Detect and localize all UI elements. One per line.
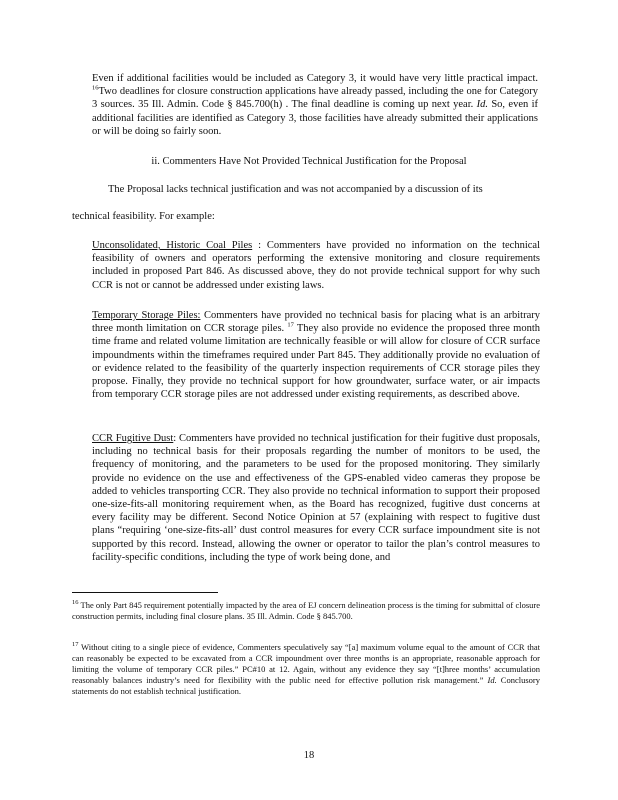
paragraph-top-text-a: Even if additional facilities would be included as Category 3, it would have very little practical impact. — [92, 73, 538, 84]
footnote-16-ref: 16 — [92, 84, 99, 92]
intro-line1-text: The Proposal lacks technical justification and was not accompanied by a discussion of its — [108, 184, 483, 195]
bullet-title-sep: : — [173, 433, 179, 444]
footnote-number: 17 — [72, 641, 79, 649]
footnote-16 — [72, 600, 540, 622]
bullet-title-sep: : — [252, 240, 267, 251]
intro-line2-text: technical feasibility. For example: — [72, 211, 215, 222]
footnote-number: 16 — [72, 599, 79, 607]
bullet-item-fugitive-dust — [92, 432, 540, 564]
footnote-text: The only Part 845 requirement potentially impacted by the area of EJ concern delineation process is the timing for submittal of closure construction permits, including final closure plans. 35 Ill. Admin. Code § 845.700. — [72, 600, 540, 621]
section-heading: ii. Commenters Have Not Provided Technical Justification for the Proposal — [151, 156, 467, 167]
bullet-item-coal-piles — [92, 239, 540, 292]
bullet-title: CCR Fugitive Dust — [92, 433, 174, 444]
id-citation: Id. — [476, 99, 488, 111]
bullet-text-a: Commenters have provided no technical basis for placing what is an arbitrary three month limitation on CCR storage piles. — [92, 310, 540, 335]
page-number: 18 — [303, 750, 315, 761]
footnote-text-b: Conclusory statements do not establish technical justification. — [72, 675, 540, 696]
footnote-17-ref: 17 — [287, 321, 294, 329]
bullet-title: Temporary Storage Piles: — [92, 310, 201, 321]
footnote-separator — [72, 592, 218, 593]
intro-paragraph-line1 — [108, 183, 540, 196]
bullet-title: Unconsolidated, Historic Coal Piles — [92, 240, 253, 251]
paragraph-top — [92, 72, 538, 138]
id-citation: Id. — [487, 675, 497, 685]
intro-paragraph-line2 — [72, 210, 540, 223]
paragraph-top-text-c: So, even if additional facilities are identified as Category 3, those facilities have already submitted their applications or will be doing so fairly soon. — [92, 99, 538, 137]
paragraph-top-text-b: Two deadlines for closure construction applications have already passed, including the one for Category 3 sources. 35 Ill. Admin. Code § 845.700(h) . The final deadline is coming up next year. — [92, 86, 538, 111]
footnote-text-a: Without citing to a single piece of evidence, Commenters speculatively say “[a] maximum volume equal to the amount of CCR that can reasonably be expected to be excavated from a CCR impoundment over three months is an appropriate, reasonable approach for limiting the volume of temporary CCR piles.” PC#10 at 12. Again, without any evidence they say “[t]hree months’ accumulation reasonably balances industry’s need for flexibility with the public need for effective pollution risk management.” — [72, 642, 540, 685]
bullet-text: Commenters have provided no technical justification for their fugitive dust proposals, including no technical basis for their proposals regarding the number of monitors to be used, the frequency of monitoring, and the parameters to be used for the proposed monitoring. They similarly provide no evidence on the use and effectiveness of the GPS-enabled video cameras they propose be added to vehicles transporting CCR. They also provide no technical information to support their proposed one-size-fits-all monitoring requirement when, as the Board has recognized, fugitive dust concerns at every facility may be different. Second Notice Opinion at 57 (explaining with respect to fugitive dust plans “requiring ‘one-size-fits-all’ dust control measures for every CCR surface impoundment site is not supported by this record. Instead, allowing the owner or operator to tailor the plan’s control measures to facility-specific conditions, including the type of work being done, and — [92, 433, 540, 563]
bullet-item-storage-piles — [92, 309, 540, 401]
footnote-17 — [72, 642, 540, 697]
bullet-text-b: They also provide no evidence the proposed three month time frame and related volume limitation are technically feasible or will allow for closure of CCR surface impoundments within the timeframes required under Part 845. They additionally provide no evaluation of or evidence related to the feasibility of the quarterly inspection requirements of CCR storage piles they propose. Finally, they provide no technical support for how groundwater, surface water, or air impacts from temporary CCR storage piles are not addressed under existing requirements, as described above. — [92, 323, 540, 401]
bullet-text: Commenters have provided no information on the technical feasibility of owners and operators performing the extensive monitoring and closure requirements included in proposed Part 846. As discussed above, they do not provide technical support for why such CCR is not or cannot be addressed under existing laws. — [92, 240, 540, 291]
